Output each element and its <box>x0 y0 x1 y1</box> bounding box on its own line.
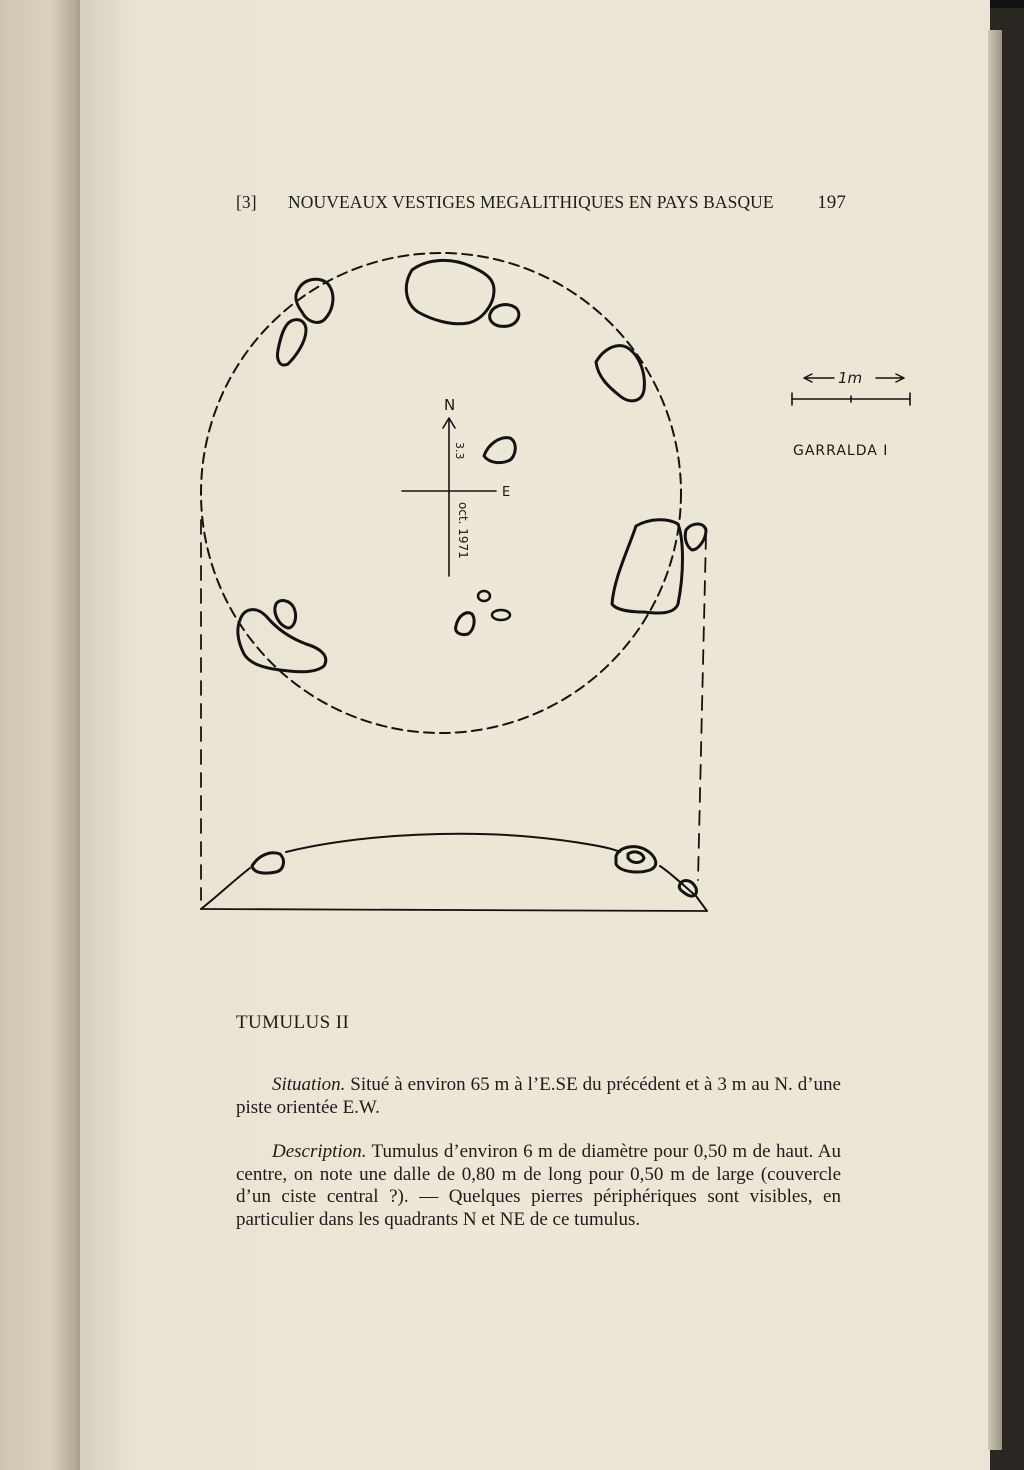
paragraph-lead-situation: Situation. <box>272 1074 346 1095</box>
profile-baseline <box>201 909 707 911</box>
stone-center-2 <box>478 591 490 601</box>
paragraph-description <box>236 1141 841 1231</box>
stone-center-4 <box>492 610 510 620</box>
stone-east-small <box>685 524 706 550</box>
profile-stone-right <box>616 847 656 872</box>
east-label: E <box>502 485 511 500</box>
tumulus-outline-dashed <box>201 253 681 733</box>
date-label-day: 3.3 <box>453 442 466 460</box>
stone-northwest-2 <box>277 320 306 365</box>
header-section-number: [3] <box>236 192 257 212</box>
paragraph-body-description: Tumulus d’environ 6 m de diamètre pour 0,50 m de haut. Au centre, on note une dalle de 0,80 m de long pour 0,50 m de large (couvercle d’un ciste central ?). — Quelques pierres périphériques sont visibles, en particulier dans les quadrants N et NE de ce tumulus. <box>236 1141 841 1230</box>
stone-west-small <box>275 601 296 628</box>
stone-north-large <box>406 260 494 323</box>
stone-center-3 <box>456 613 474 635</box>
stone-east-large <box>612 520 683 613</box>
profile-stone-right-2 <box>628 852 644 863</box>
profile-stone-left <box>252 853 283 873</box>
paragraph-lead-description: Description. <box>272 1141 367 1162</box>
page-number: 197 <box>817 192 846 213</box>
stone-north-small <box>490 305 519 327</box>
scale-arrow-right <box>876 374 904 382</box>
site-label: GARRALDA I <box>793 443 889 459</box>
paragraph-body-situation: Situé à environ 65 m à l’E.SE du précédent et à 3 m au N. d’une piste orientée E.W. <box>236 1074 841 1118</box>
scale-label: 1m <box>838 369 863 387</box>
header-title: NOUVEAUX VESTIGES MEGALITHIQUES EN PAYS BASQUE <box>288 192 774 212</box>
paragraph-situation <box>236 1074 841 1119</box>
projection-line-right <box>698 535 706 880</box>
scale-arrow-left <box>804 374 834 382</box>
stone-northwest-1 <box>296 279 333 322</box>
date-label-month: oct. 1971 <box>456 502 470 559</box>
north-label: N <box>444 396 456 414</box>
section-title: TUMULUS II <box>236 1012 350 1033</box>
stone-center-1 <box>484 438 515 463</box>
